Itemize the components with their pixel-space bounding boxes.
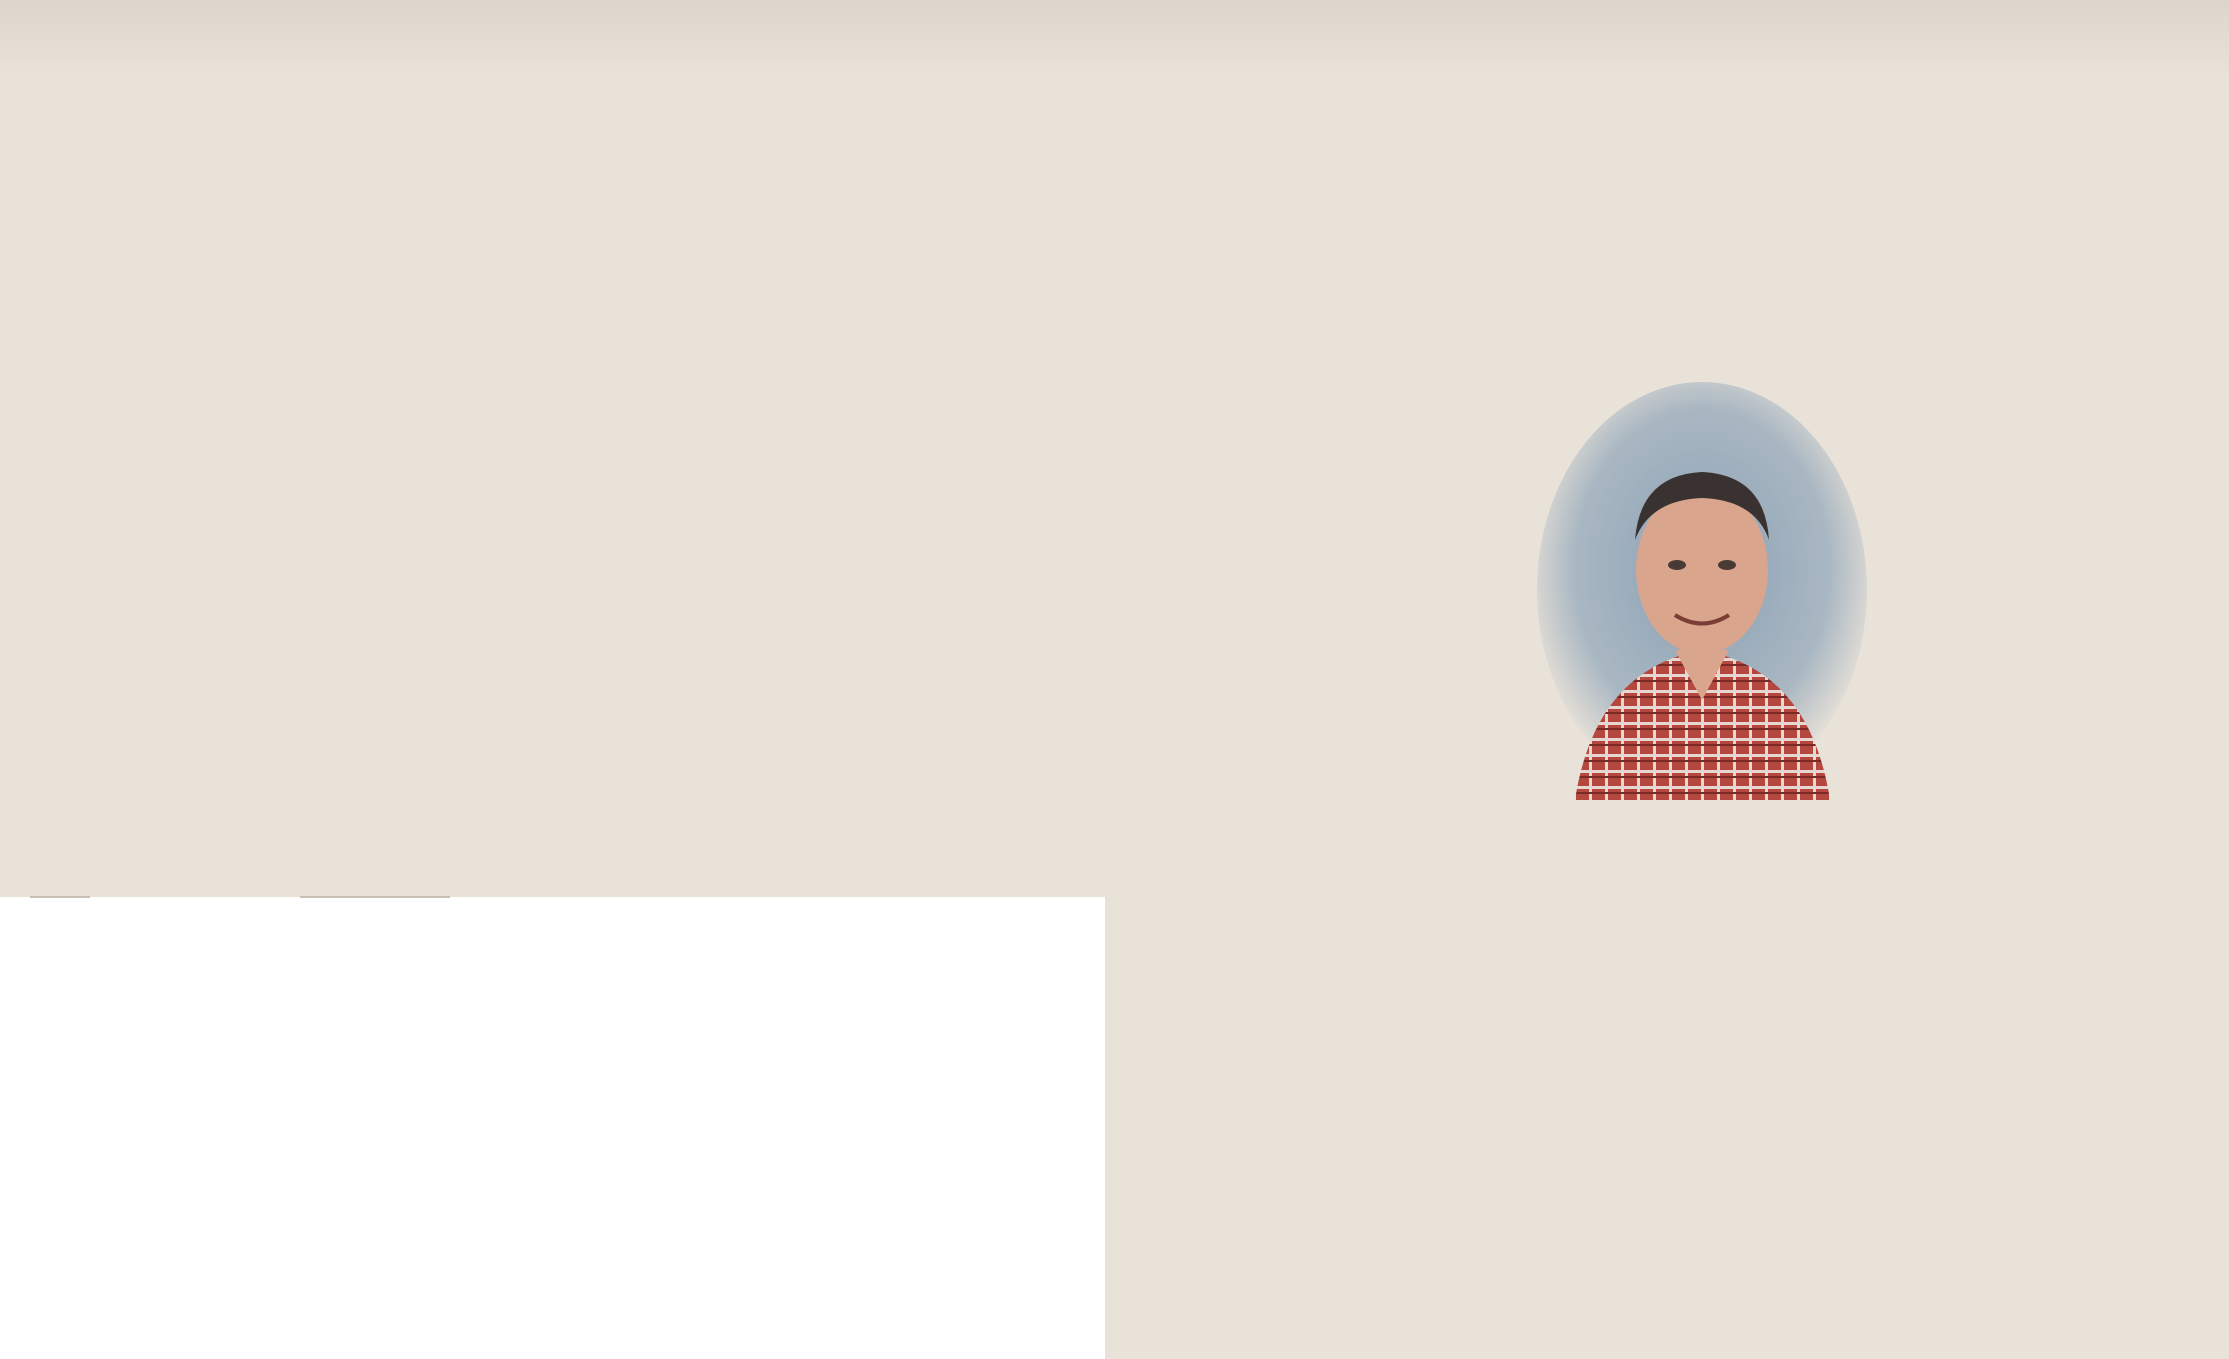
torn-edge-mark — [30, 896, 90, 898]
bleed-through-shadow — [0, 0, 2229, 80]
clipping-left-panel — [0, 0, 1105, 897]
portrait-photo — [1535, 380, 1870, 800]
left-column — [20, 116, 1104, 118]
torn-edge-mark — [300, 896, 450, 898]
portrait-photo-icon — [1535, 380, 1870, 800]
